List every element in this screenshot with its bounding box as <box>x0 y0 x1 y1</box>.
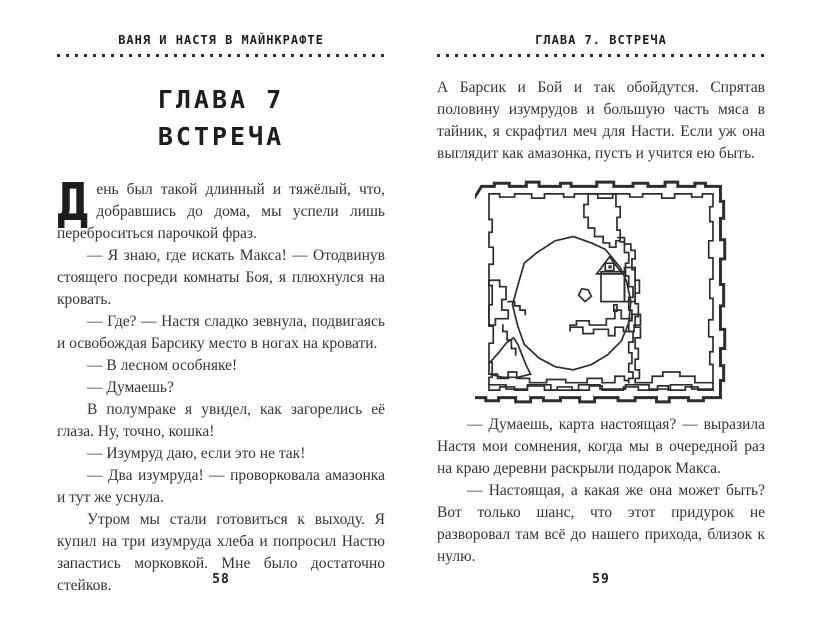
paragraph: — Два изумруда! — проворковала амазонка и тут же уснула. <box>57 467 385 506</box>
map-top-strip <box>584 194 620 247</box>
right-body-text-bottom <box>437 414 765 568</box>
right-body-text-top <box>437 77 765 165</box>
dotted-rule-right <box>437 54 765 57</box>
map-island <box>512 237 630 370</box>
paragraph-text: ень был такой длинный и тяжёлый, что, добравшись до дома, мы успели лишь переброситься парочкой фраз. <box>57 181 385 242</box>
paragraph: Утром мы стали готовиться к выходу. Я купил на три изумруда хлеба и попросил Настю запастись морковкой. Мне было достаточно стейков. <box>57 511 385 594</box>
pixel-map-icon <box>475 180 727 404</box>
paragraph: — Думаешь, карта настоящая? — выразила Настя мои сомнения, когда мы в очередной раз на краю деревни раскрыли подарок Макса. <box>437 416 765 477</box>
map-left-spur <box>508 302 525 315</box>
chapter-title-line2: ВСТРЕЧА <box>157 122 285 151</box>
paragraph <box>57 173 385 245</box>
chapter-title-line1: ГЛАВА 7 <box>157 85 285 114</box>
map-house-window-dot <box>608 265 611 268</box>
page-number-right: 59 <box>592 572 610 587</box>
paragraph: — В лесном особняке! <box>87 357 238 374</box>
paragraph: — Настоящая, а какая же она может быть? Вот только шанс, что этот придурок не разворовал там всё до нашего прихода, близок к нулю. <box>437 482 765 565</box>
paragraph: — Где? — Настя сладко зевнула, подвигаясь и освобождая Барсику место в ногах на кровати. <box>57 313 385 352</box>
page-right <box>410 0 820 636</box>
paragraph: — Изумруд даю, если это не так! <box>87 445 306 462</box>
running-head-left: ВАНЯ И НАСТЯ В МАЙНКРАФТЕ <box>118 33 324 47</box>
running-head-right: ГЛАВА 7. ВСТРЕЧА <box>535 33 667 47</box>
paragraph: В полумраке я увидел, как загорелись её глаза. Ну, точно, кошка! <box>57 401 385 440</box>
drop-cap: Д <box>57 173 89 233</box>
map-rock <box>579 289 592 302</box>
map-coast-right <box>642 372 713 383</box>
left-body-text <box>57 173 385 597</box>
dotted-rule-left <box>57 54 385 57</box>
paragraph: А Барсик и Бой и так обойдутся. Спрятав половину изумрудов и большую часть мяса в тайник, я скрафтил меч для Насти. Если уж она выглядит как амазонка, пусть и учится ею быть. <box>437 79 765 162</box>
map-outer-border <box>475 182 725 402</box>
paragraph: — Думаешь? <box>87 379 174 396</box>
treasure-map-illustration <box>475 180 727 404</box>
page-number-left: 58 <box>212 572 230 587</box>
map-house-body <box>601 272 624 302</box>
paragraph: — Я знаю, где искать Макса! — Отодвинув стоящего посреди комнаты Боя, я плюхнулся на кровать. <box>57 247 385 308</box>
chapter-title <box>57 81 385 155</box>
